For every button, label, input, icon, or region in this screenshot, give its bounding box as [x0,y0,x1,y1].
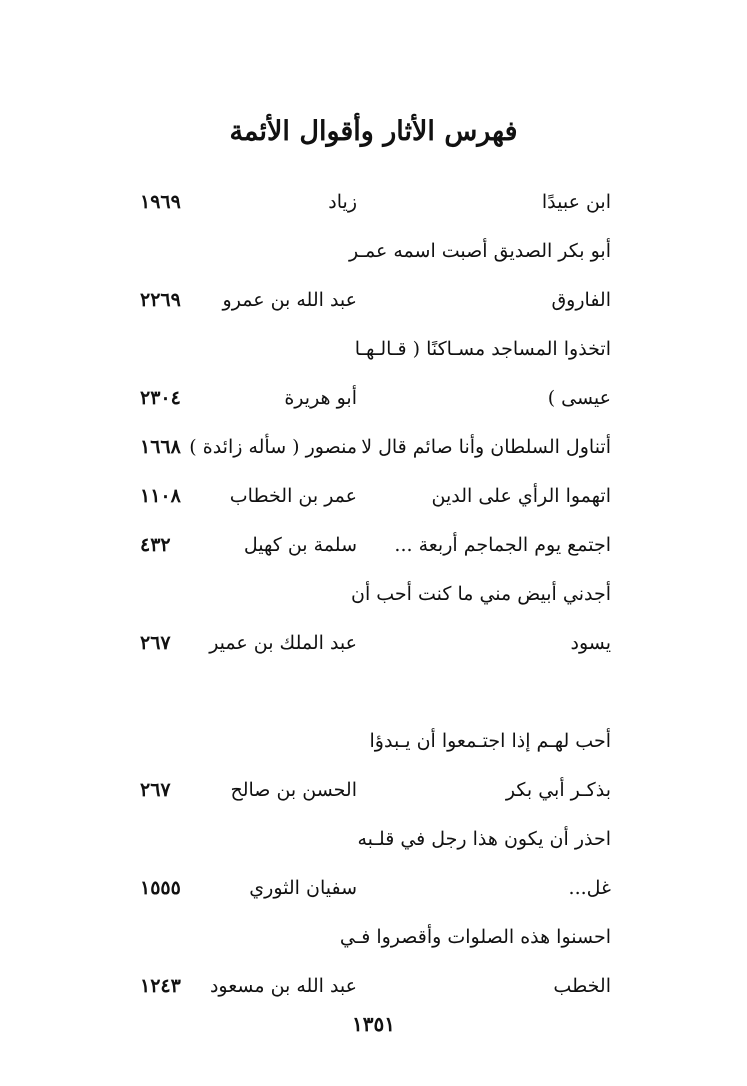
index-row [0,962,747,1011]
entry-number: ١٢٤٣ [140,975,181,997]
entry-text: يسود [570,632,611,654]
entry-text: الفاروق [551,289,611,311]
index-row [0,766,747,815]
index-row [0,472,747,521]
entry-text: أتناول السلطان وأنا صائم قال لا [361,436,611,458]
entry-text: أجدني أبيض مني ما كنت أحب أن [351,583,611,605]
index-row [0,423,747,472]
entry-number: ٢٢٦٩ [140,289,181,311]
entry-narrator: سلمة بن كهيل [243,534,357,556]
entry-narrator: زياد [328,191,357,213]
entry-number: ١٥٥٥ [140,877,181,899]
entry-narrator: الحسن بن صالح [230,779,357,801]
index-row [0,913,747,962]
index-row [0,521,747,570]
index-row [0,864,747,913]
entry-text: عيسى ) [547,387,611,409]
entry-number: ٢٦٧ [140,632,171,654]
entry-number: ١١٠٨ [140,485,181,507]
entry-text: ابن عبيدًا [541,191,611,213]
entry-narrator: أبو هريرة [284,387,357,409]
index-entries [0,178,747,1011]
entry-text: اجتمع يوم الجماجم أربعة ... [394,534,611,556]
index-row [0,815,747,864]
entry-text: الخطب [553,975,611,997]
index-row [0,374,747,423]
index-row [0,717,747,766]
page-number: ١٣٥١ [352,1012,395,1036]
entry-number: ٢٣٠٤ [140,387,181,409]
entry-text: بذكـر أبي بكر [505,779,611,801]
entry-text: احذر أن يكون هذا رجل في قلـبه [357,828,611,850]
index-title: فهرس الأثار وأقوال الأئمة [229,116,518,147]
index-row [0,227,747,276]
entry-text: أبو بكر الصديق أصبت اسمه عمـر [348,240,611,262]
index-row [0,325,747,374]
entry-narrator: منصور ( سأله زائدة ) [189,436,357,458]
entry-narrator: عبد الملك بن عمير [209,632,357,654]
entry-narrator: سفيان الثوري [249,877,357,899]
index-row [0,570,747,619]
entry-text: أحب لهـم إذا اجتـمعوا أن يـبدؤا [369,730,611,752]
entry-number: ٢٦٧ [140,779,171,801]
entry-text: احسنوا هذه الصلوات وأقصروا فـي [339,926,611,948]
index-row [0,178,747,227]
entry-narrator: عبد الله بن مسعود [209,975,357,997]
entry-text: اتهموا الرأي على الدين [431,485,611,507]
entry-number: ١٦٦٨ [140,436,181,458]
entry-text: اتخذوا المساجد مسـاكنًا ( قـالـهـا [354,338,611,360]
index-row [0,276,747,325]
entry-text: غل... [568,877,611,899]
index-row [0,619,747,717]
entry-number: ٤٣٢ [140,534,171,556]
entry-number: ١٩٦٩ [140,191,181,213]
entry-narrator: عبد الله بن عمرو [222,289,357,311]
entry-narrator: عمر بن الخطاب [229,485,357,507]
